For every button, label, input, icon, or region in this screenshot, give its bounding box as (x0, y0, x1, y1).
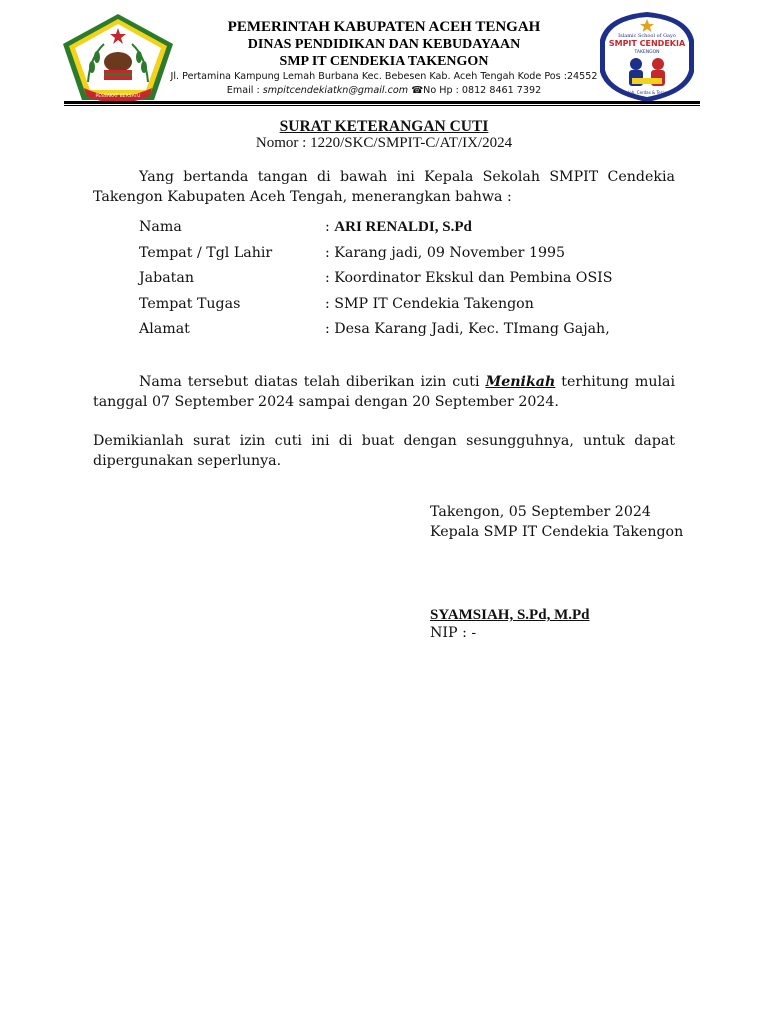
closing-paragraph: Demikianlah surat izin cuti ini di buat dengan sesungguhnya, untuk dapat dipergunakan seperlunya. (93, 433, 675, 469)
field-value: : ARI RENALDI, S.Pd (325, 219, 472, 235)
right-logo-motto: Shaleh, Cerdas & Terampil (620, 90, 674, 95)
field-label: Jabatan (139, 270, 194, 286)
field-value: : Desa Karang Jadi, Kec. TImang Gajah, (325, 321, 610, 337)
leave-reason: Menikah (485, 374, 556, 390)
field-label: Nama (139, 219, 182, 235)
leave-paragraph: Nama tersebut diatas telah diberikan izin cuti Menikah terhitung mulai tanggal 07 September 2024 sampai dengan 20 September 2024. (93, 374, 675, 410)
left-logo-text: PESSAKAT BERSATU (95, 94, 141, 99)
intro-text: Yang bertanda tangan di bawah ini Kepala Sekolah SMPIT Cendekia Takengon Kabupaten Aceh Tengah, menerangkan bahwa : (93, 169, 675, 205)
email-address: smpitcendekiatkn@gmail.com (262, 85, 409, 96)
letterhead-address: Jl. Pertamina Kampung Lemah Burbana Kec. Bebesen Kab. Aceh Tengah Kode Pos :24552 (170, 71, 598, 82)
signatory-nip: NIP : - (430, 625, 477, 641)
letter-title: SURAT KETERANGAN CUTI (279, 118, 489, 135)
phone-number: No Hp : 0812 8461 7392 (423, 85, 542, 96)
right-logo-sub: TAKENGON (634, 50, 660, 55)
letter-number: Nomor : 1220/SKC/SMPIT-C/AT/IX/2024 (255, 135, 513, 151)
field-value: : SMP IT Cendekia Takengon (325, 296, 534, 312)
letterhead-school-name: SMP IT CENDEKIA TAKENGON (279, 54, 489, 69)
right-logo-top: Islamic School of Gayo (618, 33, 676, 39)
signature-place-date: Takengon, 05 September 2024 (430, 504, 651, 520)
field-value: : Koordinator Ekskul dan Pembina OSIS (325, 270, 613, 286)
field-value: : Karang jadi, 09 November 1995 (325, 245, 566, 261)
letterhead-rule-thick (64, 101, 700, 104)
phone-icon: ☎ (411, 85, 424, 96)
signatory-name: SYAMSIAH, S.Pd, M.Pd (430, 607, 590, 623)
field-label: Alamat (139, 321, 190, 337)
field-label: Tempat Tugas (139, 296, 241, 312)
intro-paragraph (93, 168, 675, 207)
right-logo-text: SMPIT CENDEKIA (608, 39, 686, 48)
letterhead-department: DINAS PENDIDIKAN DAN KEBUDAYAAN (247, 37, 521, 52)
letterhead-contact (150, 85, 618, 96)
letterhead-government: PEMERINTAH KABUPATEN ACEH TENGAH (227, 19, 541, 35)
field-label: Tempat / Tgl Lahir (139, 245, 273, 261)
signature-position: Kepala SMP IT Cendekia Takengon (430, 524, 684, 540)
email-label: Email : (226, 85, 263, 96)
employee-name: ARI RENALDI, S.Pd (334, 219, 472, 235)
letterhead-rule-thin (64, 105, 700, 106)
